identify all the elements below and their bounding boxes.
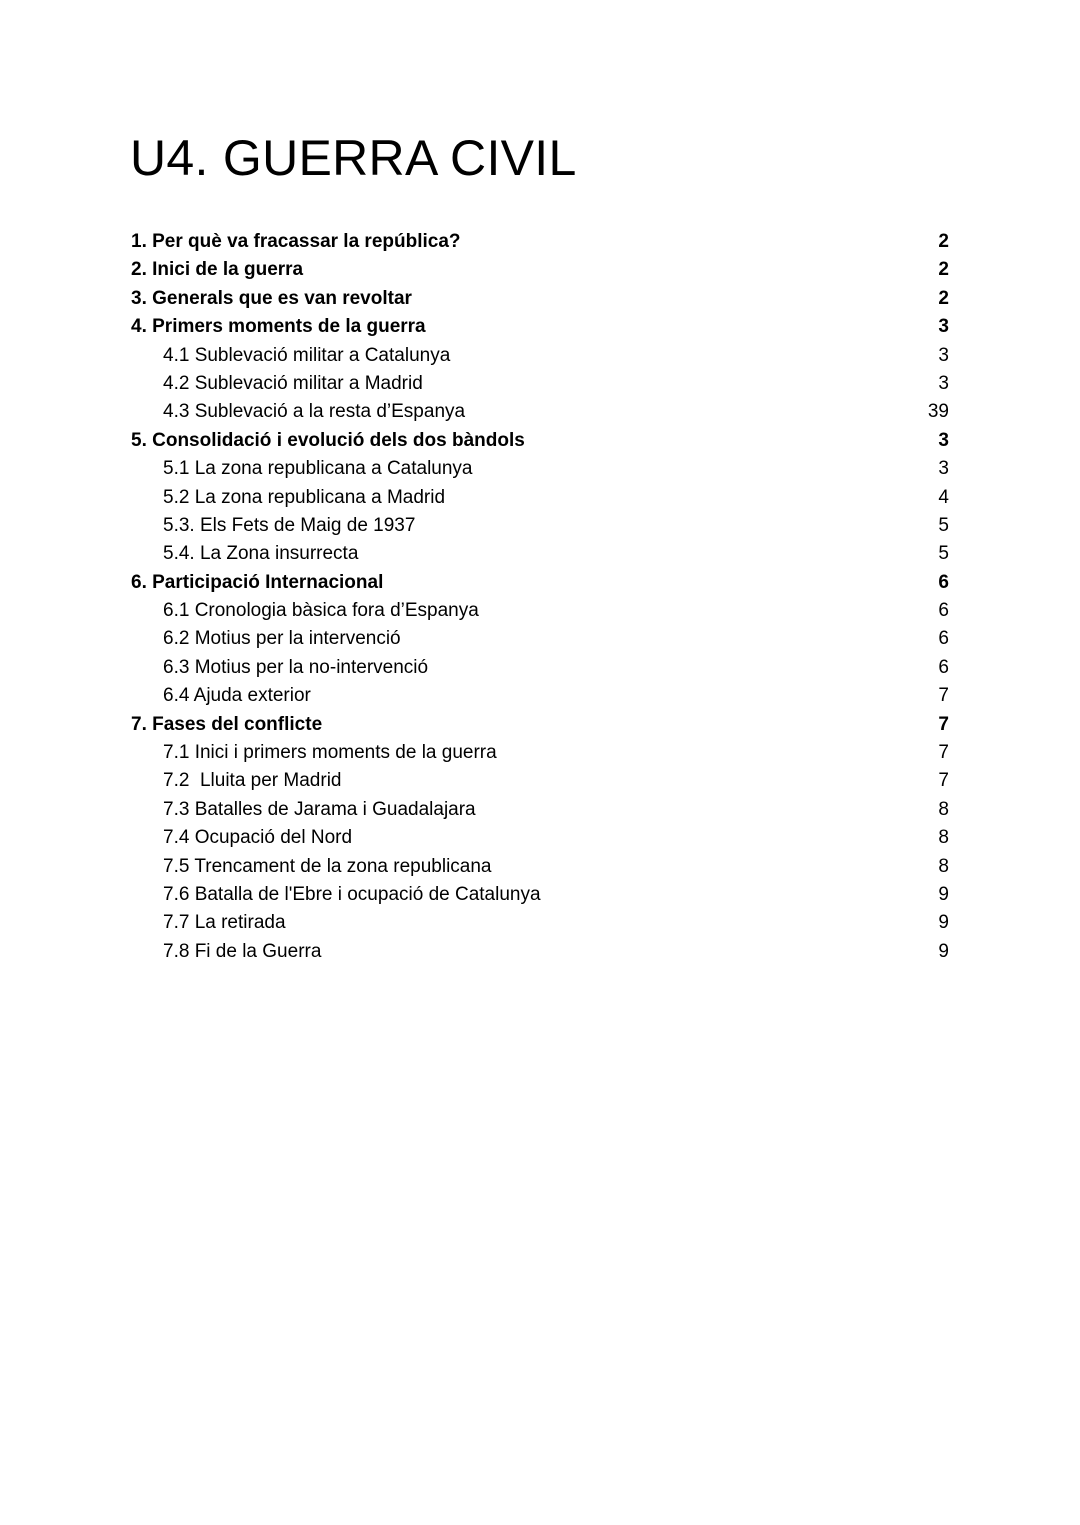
toc-page-number: 2 [938, 287, 949, 309]
toc-page-number: 7 [938, 770, 949, 792]
toc-entry-label: 2. Inici de la guerra [131, 259, 304, 281]
toc-page-number: 6 [938, 600, 949, 622]
toc-entry-label: 6.1 Cronologia bàsica fora d’Espanya [163, 600, 479, 622]
toc-entry-label: 4.1 Sublevació militar a Catalunya [163, 344, 451, 366]
toc-entry-label: 5.4. La Zona insurrecta [163, 543, 359, 565]
toc-page-number: 2 [938, 231, 949, 252]
toc-subsection-entry[interactable] [131, 398, 949, 426]
toc-page-number: 7 [938, 713, 949, 735]
toc-entry-label: 5.1 La zona republicana a Catalunya [163, 458, 473, 480]
toc-entry-label: 3. Generals que es van revoltar [131, 287, 412, 309]
toc-section-entry[interactable] [131, 228, 949, 256]
toc-subsection-entry[interactable] [131, 512, 949, 540]
toc-section-entry[interactable] [131, 711, 949, 739]
toc-entry-label: 7. Fases del conflicte [131, 713, 323, 735]
toc-entry-label: 7.4 Ocupació del Nord [163, 827, 353, 849]
toc-entry-label: 6.4 Ajuda exterior [163, 685, 311, 707]
toc-entry-label: 7.8 Fi de la Guerra [163, 940, 322, 962]
toc-entry-label: 7.5 Trencament de la zona republicana [163, 855, 492, 877]
toc-page-number: 2 [938, 259, 949, 281]
toc-page-number: 9 [938, 912, 949, 934]
toc-subsection-entry[interactable] [131, 853, 949, 881]
toc-subsection-entry[interactable] [131, 881, 949, 909]
table-of-contents [131, 228, 949, 966]
toc-entry-label: 7.3 Batalles de Jarama i Guadalajara [163, 798, 476, 820]
toc-subsection-entry[interactable] [131, 909, 949, 937]
toc-entry-label: 5.3. Els Fets de Maig de 1937 [163, 514, 416, 536]
document-title: U4. GUERRA CIVIL [130, 130, 577, 186]
toc-subsection-entry[interactable] [131, 824, 949, 852]
toc-entry-label: 6.3 Motius per la no-intervenció [163, 656, 429, 678]
toc-page-number: 5 [938, 543, 949, 565]
toc-section-entry[interactable] [131, 256, 949, 284]
toc-entry-label: 4. Primers moments de la guerra [131, 316, 426, 338]
toc-page-number: 3 [938, 372, 949, 394]
toc-section-entry[interactable] [131, 569, 949, 597]
toc-page-number: 8 [938, 827, 949, 849]
toc-page-number: 6 [938, 656, 949, 678]
toc-subsection-entry[interactable] [131, 484, 949, 512]
toc-page-number: 8 [938, 798, 949, 820]
toc-subsection-entry[interactable] [131, 597, 949, 625]
toc-page-number: 6 [938, 628, 949, 650]
toc-page-number: 3 [938, 344, 949, 366]
toc-subsection-entry[interactable] [131, 370, 949, 398]
toc-entry-label: 7.7 La retirada [163, 912, 286, 934]
toc-page-number: 9 [938, 883, 949, 905]
toc-page-number: 9 [938, 940, 949, 962]
toc-page-number: 6 [938, 571, 949, 593]
toc-entry-label: 5.2 La zona republicana a Madrid [163, 486, 446, 508]
toc-subsection-entry[interactable] [131, 767, 949, 795]
toc-entry-label: 4.2 Sublevació militar a Madrid [163, 372, 423, 394]
toc-subsection-entry[interactable] [131, 342, 949, 370]
toc-subsection-entry[interactable] [131, 654, 949, 682]
toc-page-number: 3 [938, 458, 949, 480]
toc-section-entry[interactable] [131, 285, 949, 313]
toc-page-number: 4 [938, 486, 949, 508]
toc-page-number: 5 [938, 514, 949, 536]
toc-page-number: 7 [938, 742, 949, 764]
toc-subsection-entry[interactable] [131, 540, 949, 568]
toc-entry-label: 4.3 Sublevació a la resta d’Espanya [163, 401, 466, 423]
toc-subsection-entry[interactable] [131, 682, 949, 710]
toc-page-number: 39 [927, 401, 949, 423]
toc-subsection-entry[interactable] [131, 796, 949, 824]
toc-section-entry[interactable] [131, 427, 949, 455]
toc-entry-label: 7.6 Batalla de l'Ebre i ocupació de Catalunya [163, 883, 541, 905]
toc-entry-label: 6.2 Motius per la intervenció [163, 628, 401, 650]
toc-entry-label: 7.2 Lluita per Madrid [163, 770, 342, 792]
toc-section-entry[interactable] [131, 313, 949, 341]
toc-page-number: 8 [938, 855, 949, 877]
toc-entry-label: 7.1 Inici i primers moments de la guerra [163, 742, 497, 764]
toc-subsection-entry[interactable] [131, 625, 949, 653]
toc-subsection-entry[interactable] [131, 938, 949, 966]
toc-page-number: 7 [938, 685, 949, 707]
toc-entry-label: 5. Consolidació i evolució dels dos bàndols [131, 429, 525, 451]
toc-entry-label: 6. Participació Internacional [131, 571, 384, 593]
toc-page-number: 3 [938, 429, 949, 451]
toc-subsection-entry[interactable] [131, 739, 949, 767]
toc-subsection-entry[interactable] [131, 455, 949, 483]
toc-page-number: 3 [938, 316, 949, 338]
toc-entry-label: 1. Per què va fracassar la república? [131, 231, 461, 252]
